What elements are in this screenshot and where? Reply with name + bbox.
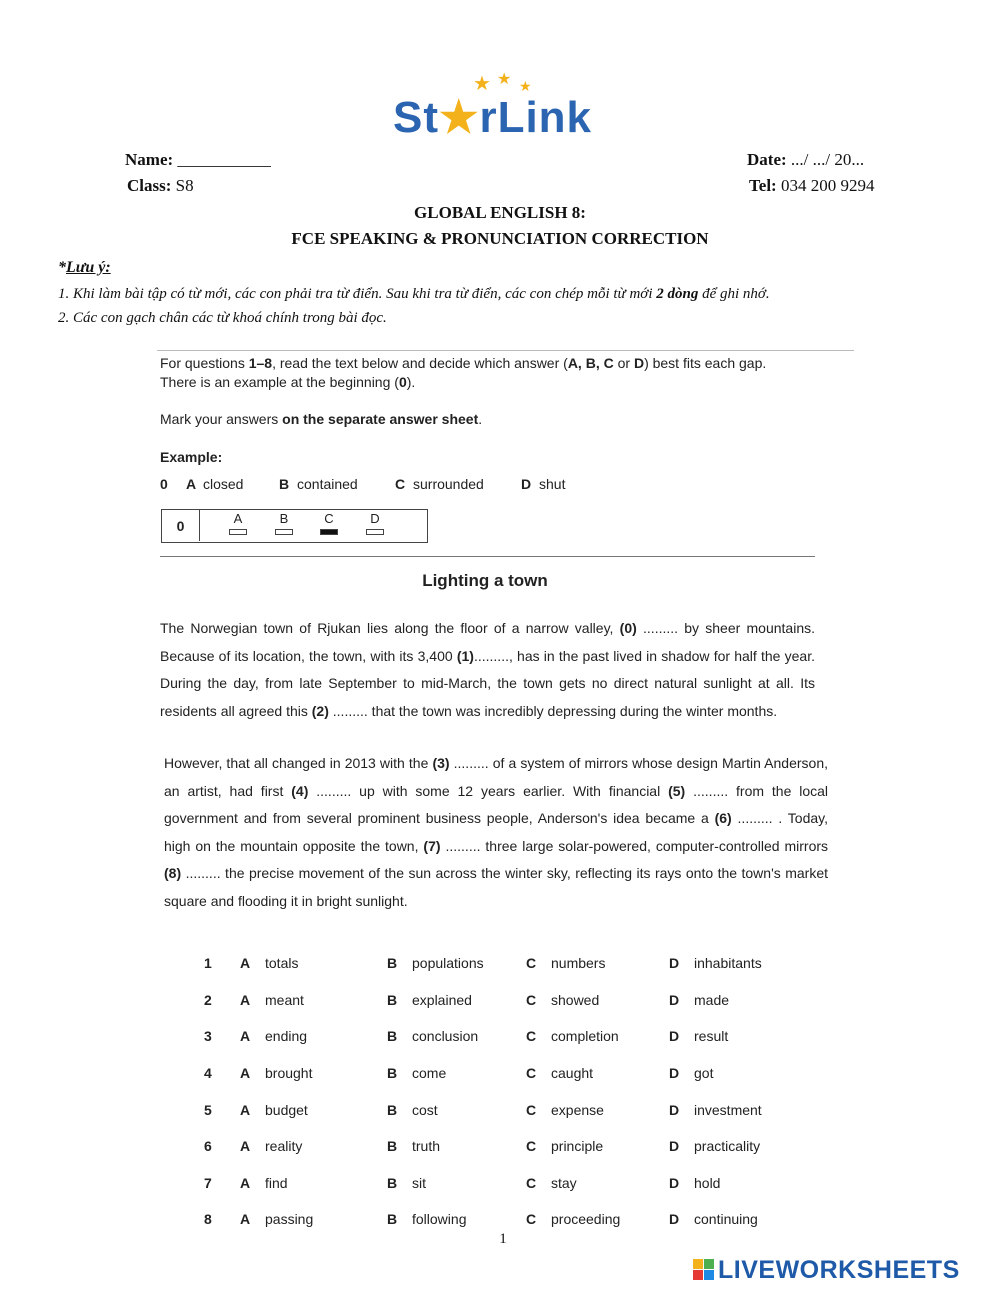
option-c-word[interactable]: numbers xyxy=(551,955,606,972)
note-line-2: 2. Các con gạch chân các từ khoá chính trong bài đọc. xyxy=(58,310,387,326)
option-letter-a: A xyxy=(240,955,251,972)
question-row xyxy=(204,1091,762,1128)
option-letter-a: A xyxy=(240,991,251,1008)
star-icon: ★ xyxy=(497,71,512,88)
option-c-word[interactable]: expense xyxy=(551,1101,604,1118)
option-a-word[interactable]: reality xyxy=(265,1138,303,1155)
option-d-word[interactable]: inhabitants xyxy=(694,955,762,972)
tel-field: Tel: 034 200 9294 xyxy=(749,176,875,195)
option-a-word[interactable]: totals xyxy=(265,955,299,972)
option-b-word[interactable]: come xyxy=(412,1065,447,1082)
question-row xyxy=(204,1055,762,1092)
divider xyxy=(157,350,854,351)
option-letter-c: C xyxy=(526,1028,537,1045)
option-a-word[interactable]: find xyxy=(265,1174,288,1191)
option-letter-b: B xyxy=(387,1211,398,1228)
option-letter-b: B xyxy=(387,1138,398,1155)
option-letter-a: A xyxy=(240,1174,251,1191)
example-label: Example: xyxy=(160,449,223,465)
option-c-word[interactable]: completion xyxy=(551,1028,619,1045)
option-a-word[interactable]: budget xyxy=(265,1101,308,1118)
option-letter-a: A xyxy=(240,1065,251,1082)
option-b-word[interactable]: conclusion xyxy=(412,1028,479,1045)
option-b-word[interactable]: following xyxy=(412,1211,467,1228)
option-letter-d: D xyxy=(669,955,680,972)
option-d-word[interactable]: result xyxy=(694,1028,729,1045)
liveworksheets-brand: LIVEWORKSHEETS xyxy=(693,1256,960,1285)
question-row xyxy=(204,982,762,1019)
option-b-word[interactable]: populations xyxy=(412,955,484,972)
option-letter-c: C xyxy=(526,1174,537,1191)
option-letter-b: B xyxy=(387,1101,398,1118)
example-answer-box xyxy=(161,509,428,543)
option-letter-b: B xyxy=(387,1174,398,1191)
option-d[interactable]: D xyxy=(365,512,385,535)
name-field: Name: ___________ xyxy=(125,150,271,169)
option-letter-c: C xyxy=(526,1211,537,1228)
option-d-word[interactable]: got xyxy=(694,1065,714,1082)
option-c-selected[interactable]: C xyxy=(319,512,339,535)
option-c-word[interactable]: proceeding xyxy=(551,1211,621,1228)
option-c-word[interactable]: caught xyxy=(551,1065,594,1082)
page-subtitle: FCE SPEAKING & PRONUNCIATION CORRECTION xyxy=(291,229,709,248)
option-d-word[interactable]: continuing xyxy=(694,1211,758,1228)
option-letter-d: D xyxy=(669,1174,680,1191)
task-instructions: For questions 1–8, read the text below and decide which answer (A, B, C or D) best fits each gap. There is an example at the beginning (0). xyxy=(160,355,767,390)
date-field: Date: .../ .../ 20... xyxy=(747,150,865,169)
note-label: *Lưu ý: xyxy=(58,259,111,276)
option-a-word[interactable]: meant xyxy=(265,991,304,1008)
question-number: 7 xyxy=(204,1174,212,1191)
example-row: 0 A closed B contained C surrounded D shut xyxy=(160,476,566,492)
starlink-logo xyxy=(393,70,623,140)
option-b[interactable]: B xyxy=(274,512,294,535)
option-letter-a: A xyxy=(240,1138,251,1155)
option-letter-c: C xyxy=(526,1065,537,1082)
option-a-word[interactable]: ending xyxy=(265,1028,308,1045)
star-icon: ★ xyxy=(519,80,532,95)
option-letter-c: C xyxy=(526,955,537,972)
option-c-word[interactable]: stay xyxy=(551,1174,577,1191)
reading-paragraph-1: The Norwegian town of Rjukan lies along the floor of a narrow valley, (0) ......... by sheer mountains. Because of its location, the town, with its 3,400 (1)........., has in the past lived in shadow for half the year. During the day, from late September to mid-March, the town gets no direct natural sunlight at all. Its residents all agreed this (2) ......... that the town was incredibly depressing during the winter months. xyxy=(160,620,816,719)
option-b-word[interactable]: cost xyxy=(412,1101,438,1118)
note-line-1: 1. Khi làm bài tập có từ mới, các con phải tra từ điển. Sau khi tra từ điển, các con chép mỗi từ mới 2 dòng để ghi nhớ. xyxy=(58,286,770,302)
option-b-word[interactable]: explained xyxy=(412,991,472,1008)
option-letter-d: D xyxy=(669,1065,680,1082)
question-number: 3 xyxy=(204,1028,212,1045)
page-number: 1 xyxy=(499,1231,507,1247)
mark-answers: Mark your answers on the separate answer sheet. xyxy=(160,411,483,427)
reading-paragraph-2: However, that all changed in 2013 with the (3) ......... of a system of mirrors whose design Martin Anderson, an artist, had first (4) ......... up with some 12 years earlier. With financial (5) ......... from the local government and from several prominent business people, Anderson's idea became a (6) ......... . Today, high on the mountain opposite the town, (7) ......... three large solar-powered, computer-controlled mirrors (8) ......... the precise movement of the sun across the winter sky, reflecting its rays onto the town's market square and flooding it in bright sunlight. xyxy=(164,755,829,909)
divider xyxy=(160,556,815,557)
option-letter-b: B xyxy=(387,955,398,972)
option-letter-d: D xyxy=(669,1101,680,1118)
option-letter-d: D xyxy=(669,1211,680,1228)
liveworksheets-icon xyxy=(693,1259,715,1281)
question-row xyxy=(204,945,762,982)
option-letter-a: A xyxy=(240,1101,251,1118)
page-title: GLOBAL ENGLISH 8: xyxy=(414,203,586,222)
question-number: 5 xyxy=(204,1101,212,1118)
option-d-word[interactable]: made xyxy=(694,991,730,1008)
option-d-word[interactable]: practicality xyxy=(694,1138,761,1155)
option-letter-d: D xyxy=(669,1028,680,1045)
option-letter-c: C xyxy=(526,1138,537,1155)
question-number: 1 xyxy=(204,955,212,972)
option-a-word[interactable]: passing xyxy=(265,1211,314,1228)
option-letter-d: D xyxy=(669,1138,680,1155)
option-letter-c: C xyxy=(526,991,537,1008)
option-a[interactable]: A xyxy=(228,512,248,535)
option-letter-b: B xyxy=(387,1028,398,1045)
option-b-word[interactable]: sit xyxy=(412,1174,426,1191)
question-number: 4 xyxy=(204,1065,212,1082)
option-d-word[interactable]: hold xyxy=(694,1174,721,1191)
option-letter-c: C xyxy=(526,1101,537,1118)
question-number: 8 xyxy=(204,1211,212,1228)
option-c-word[interactable]: showed xyxy=(551,991,600,1008)
option-letter-b: B xyxy=(387,991,398,1008)
star-icon: ★ xyxy=(473,73,491,95)
question-row xyxy=(204,1128,762,1165)
question-row xyxy=(204,1018,762,1055)
answer-options-table xyxy=(204,945,762,1238)
option-a-word[interactable]: brought xyxy=(265,1065,313,1082)
option-d-word[interactable]: investment xyxy=(694,1101,762,1118)
option-letter-a: A xyxy=(240,1211,251,1228)
option-letter-d: D xyxy=(669,991,680,1008)
question-number: 2 xyxy=(204,991,212,1008)
option-b-word[interactable]: truth xyxy=(412,1138,441,1155)
class-field: Class: S8 xyxy=(127,176,194,195)
answer-number: 0 xyxy=(162,510,200,541)
logo-wordmark: St★rLink xyxy=(393,93,593,142)
reading-title: Lighting a town xyxy=(422,571,548,590)
question-row xyxy=(204,1165,762,1202)
option-letter-b: B xyxy=(387,1065,398,1082)
option-c-word[interactable]: principle xyxy=(551,1138,604,1155)
option-letter-a: A xyxy=(240,1028,251,1045)
question-number: 6 xyxy=(204,1138,212,1155)
